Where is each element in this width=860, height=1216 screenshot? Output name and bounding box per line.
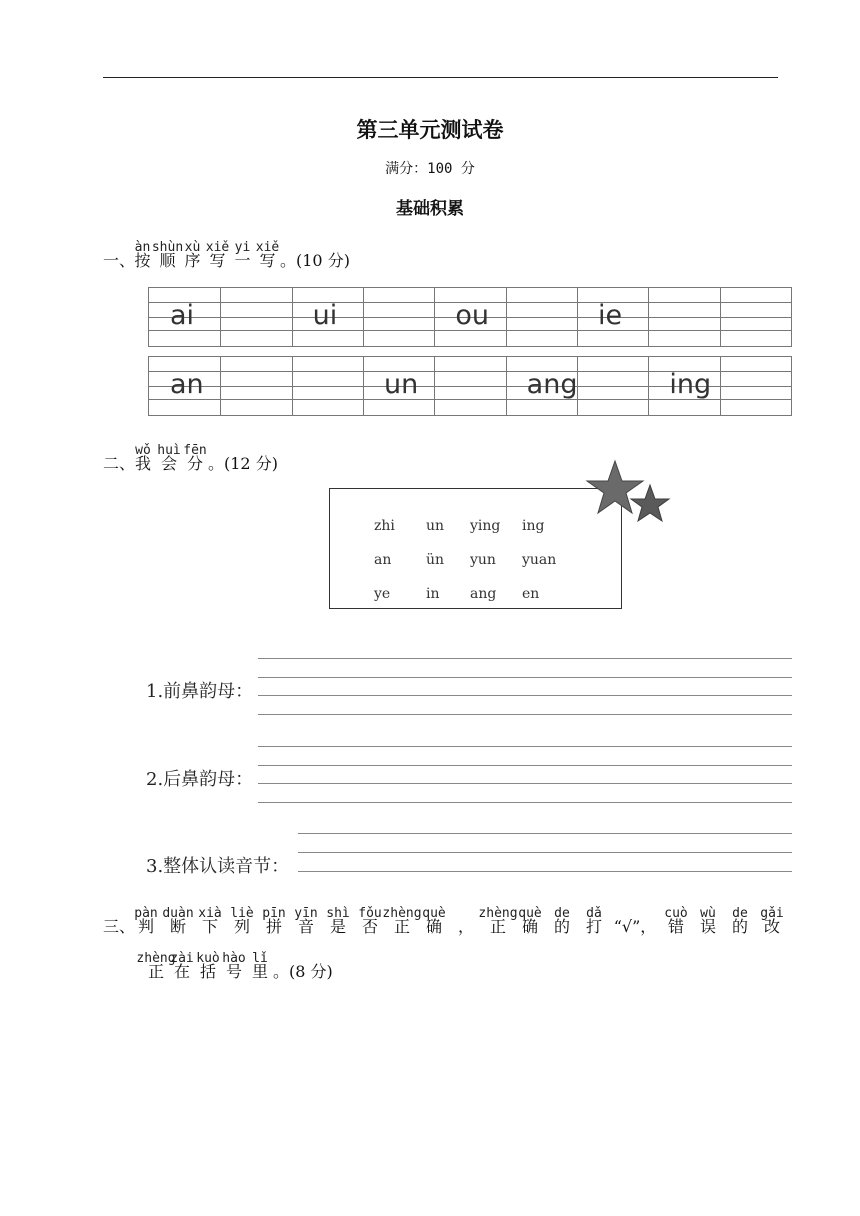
annotated-char: [418, 906, 450, 937]
question-number: 一、: [103, 251, 136, 270]
hanzi: 错: [667, 917, 684, 936]
annotated-char: [195, 951, 221, 982]
pinyin-annotation: xiě: [255, 240, 280, 255]
hanzi: 改: [763, 917, 780, 936]
star-decoration: [585, 458, 675, 532]
annotated-char: [130, 906, 162, 937]
annotated-char: [514, 906, 546, 937]
hanzi: 括: [199, 962, 216, 981]
pinyin-annotation: duàn: [162, 906, 194, 921]
hanzi: 否: [361, 917, 378, 936]
pinyin-annotation: de: [732, 906, 748, 921]
grid-syllable: ie: [598, 300, 623, 331]
question-3-heading-line-2: [136, 951, 333, 982]
pinyin-item: un: [426, 518, 445, 534]
hanzi: 在: [173, 962, 190, 981]
hanzi: 确: [521, 917, 538, 936]
hanzi: 里: [251, 962, 268, 981]
full-score: 满分：100 分: [385, 161, 475, 177]
grid-cell-divider: [292, 288, 293, 346]
pinyin-item: an: [374, 552, 392, 568]
annotated-char: [450, 914, 482, 937]
pinyin-item: en: [522, 586, 540, 602]
hanzi: 的: [553, 917, 570, 936]
hanzi: 打: [585, 917, 602, 936]
grid-cell-divider: [363, 288, 364, 346]
question-suffix: 。(12 分): [208, 454, 278, 473]
hanzi: 是: [329, 917, 346, 936]
hanzi: 正: [147, 962, 164, 981]
annotated-char: [255, 240, 280, 271]
pinyin-item: yuan: [522, 552, 557, 568]
grid-cell-divider: [506, 288, 507, 346]
grid-syllable: ang: [526, 369, 578, 400]
hanzi: 下: [201, 917, 218, 936]
pinyin-item: ang: [470, 586, 497, 602]
answer-line[interactable]: [258, 658, 792, 659]
hanzi: ，: [457, 917, 474, 936]
annotated-char: [230, 240, 255, 271]
page-title: 第三单元测试卷: [356, 118, 504, 142]
hanzi: 顺: [159, 251, 176, 270]
annotated-char: [546, 906, 578, 937]
grid-cell-divider: [220, 288, 221, 346]
answer-line[interactable]: [298, 871, 792, 872]
pinyin-annotation: wù: [700, 906, 716, 921]
annotated-char: [660, 906, 692, 937]
question-1-heading: [103, 240, 350, 271]
annotated-char: [354, 906, 386, 937]
answer-line[interactable]: [258, 765, 792, 766]
writing-grid-row-2: [148, 356, 792, 416]
annotated-char: [478, 906, 518, 937]
question-suffix: 。(10 分): [280, 251, 350, 270]
annotated-char: [182, 443, 208, 474]
pinyin-annotation: wǒ: [135, 443, 151, 458]
answer-line[interactable]: [258, 714, 792, 715]
star-icon: [631, 485, 669, 521]
grid-cell-divider: [292, 357, 293, 415]
answer-label-whole-syllable: 3.整体认读音节：: [146, 856, 290, 877]
hanzi: 误: [699, 917, 716, 936]
grid-syllable: ui: [312, 300, 338, 331]
grid-cell-divider: [720, 357, 721, 415]
annotated-char: [692, 906, 724, 937]
pinyin-annotation: pīn: [262, 906, 286, 921]
grid-cell-divider: [648, 357, 649, 415]
grid-syllable: an: [170, 369, 204, 400]
grid-cell-divider: [363, 357, 364, 415]
pinyin-item: ün: [426, 552, 445, 568]
pinyin-annotation: xiě: [205, 240, 230, 255]
question-suffix: 。(8 分): [273, 962, 333, 981]
pinyin-annotation: huì: [157, 443, 181, 458]
grid-syllable: ai: [170, 300, 195, 331]
pinyin-annotation: de: [554, 906, 570, 921]
pinyin-annotation: kuò: [196, 951, 220, 966]
hanzi: 一: [234, 251, 251, 270]
hanzi: 正: [489, 917, 506, 936]
grid-syllable: un: [384, 369, 419, 400]
pinyin-annotation: gǎi: [760, 906, 784, 921]
grid-syllable: ing: [669, 369, 712, 400]
hanzi: 列: [233, 917, 250, 936]
annotated-char: [130, 443, 156, 474]
hanzi: 我: [134, 454, 151, 473]
question-3-heading: [103, 906, 788, 937]
annotated-char: [258, 906, 290, 937]
annotated-char: [180, 240, 205, 271]
grid-cell-divider: [577, 288, 578, 346]
hanzi: 序: [184, 251, 201, 270]
question-1-chars: [130, 240, 280, 270]
question-number: 三、: [103, 917, 136, 936]
question-3-line-1: [130, 906, 788, 936]
pinyin-item: ye: [374, 586, 391, 602]
grid-cell-divider: [506, 357, 507, 415]
pinyin-annotation: lǐ: [252, 951, 268, 966]
section-title: 基础积累: [396, 199, 464, 219]
grid-cell-divider: [577, 357, 578, 415]
pinyin-item: ying: [470, 518, 501, 534]
pinyin-annotation: zhèng: [478, 906, 518, 921]
hanzi: 会: [160, 454, 177, 473]
annotated-char: [221, 951, 247, 982]
hanzi: 断: [169, 917, 186, 936]
pinyin-annotation: què: [422, 906, 446, 921]
annotated-char: [151, 240, 184, 271]
pinyin-annotation: fēn: [183, 443, 207, 458]
grid-cell-divider: [434, 288, 435, 346]
answer-line[interactable]: [298, 833, 792, 834]
annotated-char: [156, 443, 182, 474]
hanzi: 确: [425, 917, 442, 936]
annotated-char: [382, 906, 422, 937]
hanzi: 写: [259, 251, 276, 270]
annotated-char: [205, 240, 230, 271]
pinyin-annotation: àn: [134, 240, 151, 255]
answer-line[interactable]: [258, 695, 792, 696]
writing-grid-row-1: [148, 287, 792, 347]
hanzi: 的: [731, 917, 748, 936]
hanzi: 拼: [265, 917, 282, 936]
pinyin-annotation: cuò: [664, 906, 688, 921]
pinyin-item: yun: [470, 552, 496, 568]
grid-cell-divider: [434, 357, 435, 415]
pinyin-annotation: zhèng: [382, 906, 422, 921]
question-2-chars: [130, 443, 208, 473]
pinyin-annotation: yīn: [294, 906, 318, 921]
hanzi: 正: [393, 917, 410, 936]
hanzi: “√”，: [613, 917, 657, 936]
hanzi: 判: [137, 917, 154, 936]
pinyin-annotation: xià: [198, 906, 222, 921]
annotated-char: [162, 906, 194, 937]
pinyin-annotation: zhèng: [136, 951, 176, 966]
answer-line[interactable]: [258, 783, 792, 784]
pinyin-annotation: liè: [230, 906, 254, 921]
hanzi: 号: [225, 962, 242, 981]
pinyin-item: ing: [522, 518, 545, 534]
pinyin-annotation: zài: [170, 951, 194, 966]
annotated-char: [578, 906, 610, 937]
question-2-heading: [103, 443, 278, 474]
annotated-char: [247, 951, 273, 982]
answer-line[interactable]: [258, 802, 792, 803]
hanzi: 音: [297, 917, 314, 936]
question-3-line-2: [136, 951, 273, 981]
hanzi: 分: [186, 454, 203, 473]
pinyin-annotation: shì: [326, 906, 350, 921]
grid-cell-divider: [220, 357, 221, 415]
annotated-char: [756, 906, 788, 937]
pinyin-annotation: fǒu: [358, 906, 382, 921]
star-icon: [587, 461, 643, 513]
answer-line[interactable]: [298, 852, 792, 853]
pinyin-annotation: pàn: [134, 906, 158, 921]
annotated-char: [322, 906, 354, 937]
question-number: 二、: [103, 454, 136, 473]
answer-label-back-nasal: 2.后鼻韵母：: [146, 769, 254, 790]
pinyin-annotation: què: [518, 906, 542, 921]
grid-cell-divider: [648, 288, 649, 346]
annotated-char: [290, 906, 322, 937]
pinyin-annotation: xù: [184, 240, 201, 255]
pinyin-annotation: shùn: [151, 240, 184, 255]
annotated-char: [194, 906, 226, 937]
answer-line[interactable]: [258, 746, 792, 747]
pinyin-box: [329, 488, 622, 609]
hanzi: 按: [134, 251, 151, 270]
pinyin-annotation: dǎ: [586, 906, 602, 921]
annotated-char: [136, 951, 176, 982]
annotated-char: [169, 951, 195, 982]
annotated-char: [724, 906, 756, 937]
pinyin-annotation: hào: [222, 951, 246, 966]
hanzi: 写: [209, 251, 226, 270]
grid-cell-divider: [720, 288, 721, 346]
pinyin-item: in: [426, 586, 440, 602]
answer-label-front-nasal: 1.前鼻韵母：: [146, 681, 254, 702]
answer-line[interactable]: [258, 677, 792, 678]
grid-syllable: ou: [455, 300, 489, 331]
annotated-char: [226, 906, 258, 937]
header-rule: [103, 77, 778, 78]
pinyin-item: zhi: [374, 518, 395, 534]
pinyin-annotation: yi: [234, 240, 251, 255]
annotated-char: [610, 914, 660, 937]
